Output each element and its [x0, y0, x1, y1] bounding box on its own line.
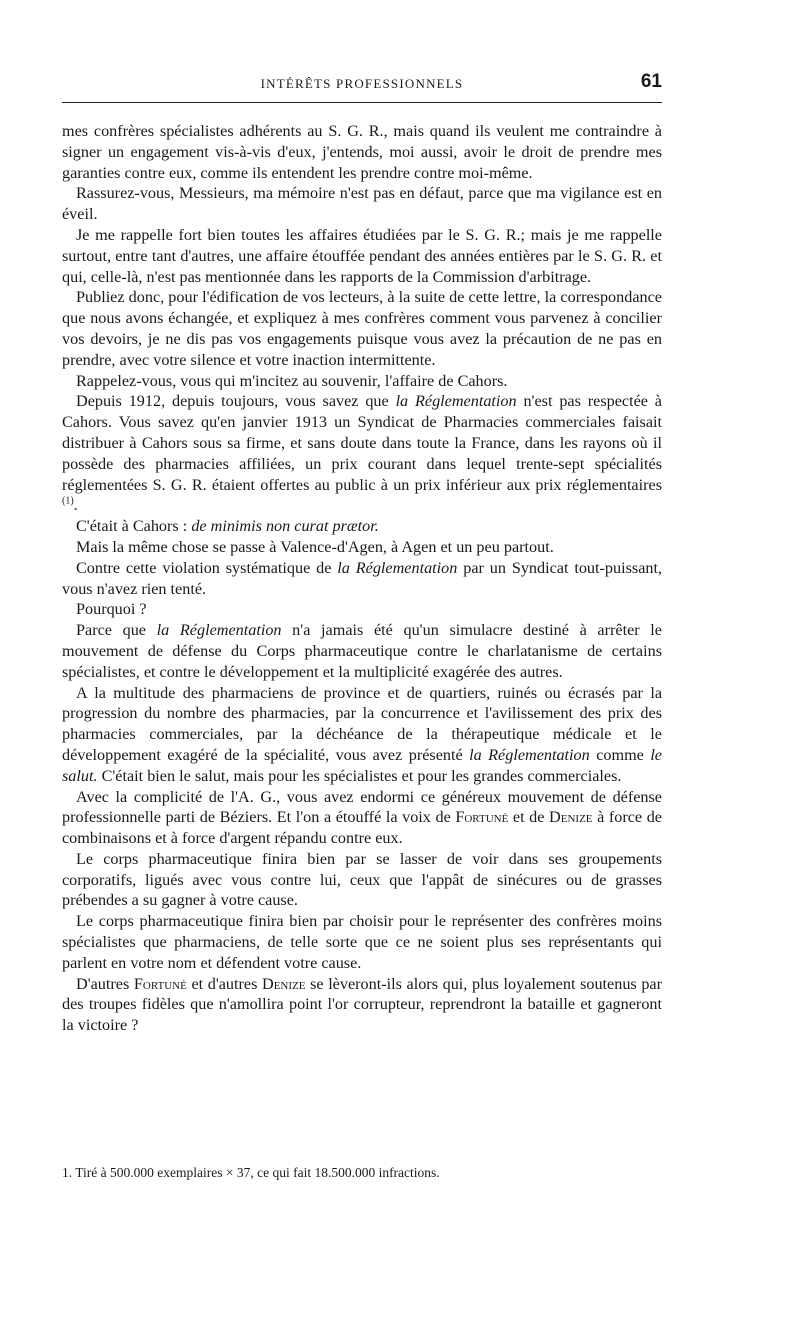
person-name: Denize	[262, 974, 306, 993]
running-title: INTÉRÊTS PROFESSIONNELS	[260, 76, 464, 91]
text-run: Contre cette violation systématique de	[76, 558, 338, 577]
paragraph-16	[62, 974, 662, 1036]
paragraph-13	[62, 787, 662, 849]
text-run: et de	[508, 808, 550, 827]
text-run: n'a jamais été qu'un simulacre destiné à arrêter le mouvement de défense du Corps pharmaceutique contre le charlatanisme de certains spécialistes, et contre le développement et la multiplicité exagérée des autres.	[62, 621, 662, 681]
text-run: et d'autres	[186, 974, 263, 993]
italic-term: la Réglementation	[337, 558, 458, 577]
paragraph-12	[62, 683, 662, 787]
text-run: D'autres	[76, 974, 134, 993]
paragraph-10: Pourquoi ?	[76, 600, 147, 619]
running-head	[62, 71, 662, 96]
latin-quote: de minimis non curat prætor.	[191, 517, 379, 536]
text-run: C'était à Cahors :	[76, 517, 192, 536]
paragraph-2: Rassurez-vous, Messieurs, ma mémoire n'est pas en défaut, parce que ma vigilance est en éveil.	[62, 184, 662, 224]
italic-term: le salut.	[62, 745, 662, 785]
paragraph-14: Le corps pharmaceutique finira bien par se lasser de voir dans ses groupements corporatifs, ligués avec vous contre lui, ceux que l'appât de sinécures ou de grasses prébendes a su gagner à votre cause.	[62, 849, 662, 910]
paragraph-7	[62, 516, 662, 537]
body-text	[62, 121, 662, 1036]
italic-term: la Réglementation	[469, 745, 590, 764]
paragraph-4: Publiez donc, pour l'édification de vos lecteurs, à la suite de cette lettre, la correspondance que nous avons échangée, et expliquez à mes confrères comment vous parvenez à concilier vos devoirs, je ne dis pas vos engagements puisque vous avez la précaution de ne pas en prendre, avec votre silence et votre inaction intermittente.	[62, 288, 662, 369]
person-name: Fortuné	[455, 808, 509, 827]
text-run: C'était bien le salut, mais pour les spécialistes et pour les grandes commerciales.	[97, 766, 622, 785]
paragraph-5: Rappelez-vous, vous qui m'incitez au souvenir, l'affaire de Cahors.	[76, 371, 508, 390]
italic-term: la Réglementation	[395, 392, 517, 411]
text-run: n'est pas respectée à Cahors. Vous savez qu'en janvier 1913 un Syndicat de Pharmacies commerciales faisait distribuer à Cahors sous sa firme, et sans doute dans toute la France, dans les rayons où il possède des pharmacies affiliées, un prix courant dans lequel trente-sept spécialités réglementées S. G. R. étaient offertes au public à un prix inférieur aux prix réglementaires	[62, 392, 662, 494]
text-run: par un Syndicat tout-puissant, vous n'avez rien tenté.	[62, 558, 663, 598]
italic-term: la Réglementation	[156, 621, 282, 640]
paragraph-3: Je me rappelle fort bien toutes les affaires étudiées par le S. G. R.; mais je me rappelle surtout, entre tant d'autres, une affaire étouffée pendant des années entières par le S. G. R. et qui, celle-là, n'est pas mentionnée dans les rapports de la Commission d'arbitrage.	[62, 225, 662, 286]
text-run: .	[73, 496, 78, 515]
text-run: à force de combinaisons et à force d'argent répandu contre eux.	[62, 808, 662, 848]
footnote-ref[interactable]: (1)	[62, 495, 74, 507]
person-name: Denize	[549, 808, 593, 827]
paragraph-11	[62, 620, 662, 682]
header-rule	[62, 102, 662, 103]
text-run: comme	[589, 745, 651, 764]
paragraph-15: Le corps pharmaceutique finira bien par choisir pour le représenter des confrères moins spécialistes que pharmaciens, de telle sorte que ce ne soient plus ses représentants qui parlent en votre nom et défendent votre cause.	[62, 912, 662, 972]
page-number: 61	[640, 71, 662, 92]
paragraph-1: mes confrères spécialistes adhérents au S. G. R., mais quand ils veulent me contraindre à signer un engagement vis-à-vis d'eux, j'entends, moi aussi, avoir le droit de prendre mes garanties contre eux, comme ils entendent les prendre contre moi-même.	[62, 122, 662, 182]
footnote: 1. Tiré à 500.000 exemplaires × 37, ce qui fait 18.500.000 infractions.	[62, 1165, 440, 1180]
text-run: Avec la complicité de l'A. G., vous avez endormi ce généreux mouvement de défense professionnelle parti de Béziers. Et l'on a étouffé la voix de	[62, 787, 662, 827]
paragraph-9	[62, 558, 662, 600]
paragraph-6	[62, 391, 662, 516]
text-run: Parce que	[76, 621, 157, 640]
person-name: Fortuné	[133, 974, 187, 993]
paragraph-8: Mais la même chose se passe à Valence-d'Agen, à Agen et un peu partout.	[76, 537, 554, 556]
text-run: Depuis 1912, depuis toujours, vous savez que	[76, 392, 396, 411]
text-run: se lèveront-ils alors qui, plus loyalement soutenus par des troupes fidèles que n'amollira point l'or corrupteur, reprendront la bataille et gagneront la victoire ?	[62, 974, 663, 1035]
text-run: A la multitude des pharmaciens de province et de quartiers, ruinés ou écrasés par la progression du nombre des pharmacies, par la concurrence et l'avilissement des prix des pharmacies commerciales, par la déchéance de la thérapeutique médicale et le développement exagéré de la spécialité, vous avez présenté	[62, 683, 662, 764]
